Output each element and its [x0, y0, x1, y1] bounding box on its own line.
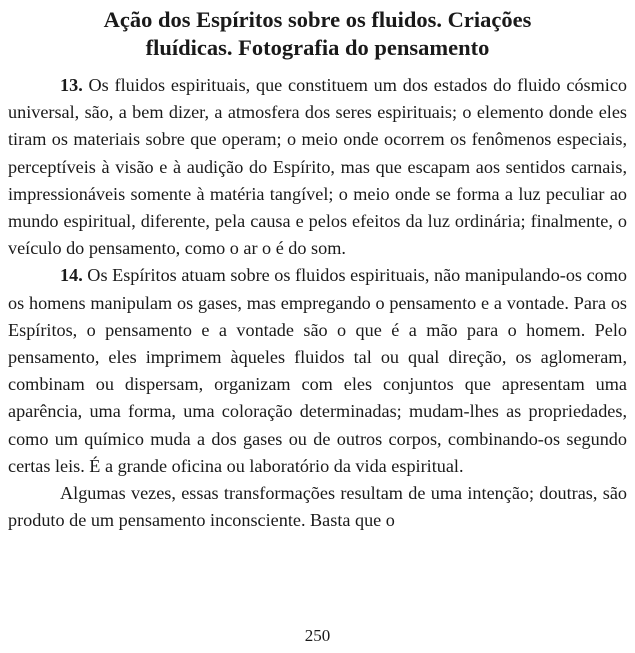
heading-line-2: fluídicas. Fotografia do pensamento	[145, 35, 490, 60]
paragraph-13	[8, 72, 627, 262]
paragraph-text: Os fluidos espirituais, que constituem um dos estados do fluido cósmico universal, são, a bem dizer, a atmosfera dos seres espirituais; o elemento donde eles tiram os materiais sobre que operam; o meio onde ocorrem os fenômenos especiais, perceptíveis à visão e à audição do Espírito, mas que escapam aos sentidos carnais, impressionáveis somente à matéria tangível; o meio onde se forma a luz peculiar ao mundo espiritual, diferente, pela causa e pelos efeitos da luz ordinária; finalmente, o veículo do pensamento, como o ar o é do som.	[8, 75, 627, 259]
paragraph-text: Algumas vezes, essas transformações resultam de uma intenção; doutras, são produto de um pensamento inconsciente. Basta que o	[8, 483, 627, 531]
heading-line-1: Ação dos Espíritos sobre os fluidos. Criações	[103, 7, 532, 32]
section-heading	[8, 6, 627, 62]
paragraph-number: 13.	[60, 75, 83, 95]
paragraph-text: Os Espíritos atuam sobre os fluidos espirituais, não manipulando-os como os homens manipulam os gases, mas empregando o pensamento e a vontade. Para os Espíritos, o pensamento e a vontade são o que é a mão para o homem. Pelo pensamento, eles imprimem àqueles fluidos tal ou qual direção, os aglomeram, combinam ou dispersam, organizam com eles conjuntos que apresentam uma aparência, uma forma, uma coloração determinadas; mudam-lhes as propriedades, como um químico muda a dos gases ou de outros corpos, combinando-os segundo certas leis. É a grande oficina ou laboratório da vida espiritual.	[8, 265, 627, 476]
page-number: 250	[304, 626, 331, 645]
paragraph-number: 14.	[60, 265, 83, 286]
paragraph-14	[8, 262, 627, 480]
paragraph-continuation	[8, 480, 627, 534]
